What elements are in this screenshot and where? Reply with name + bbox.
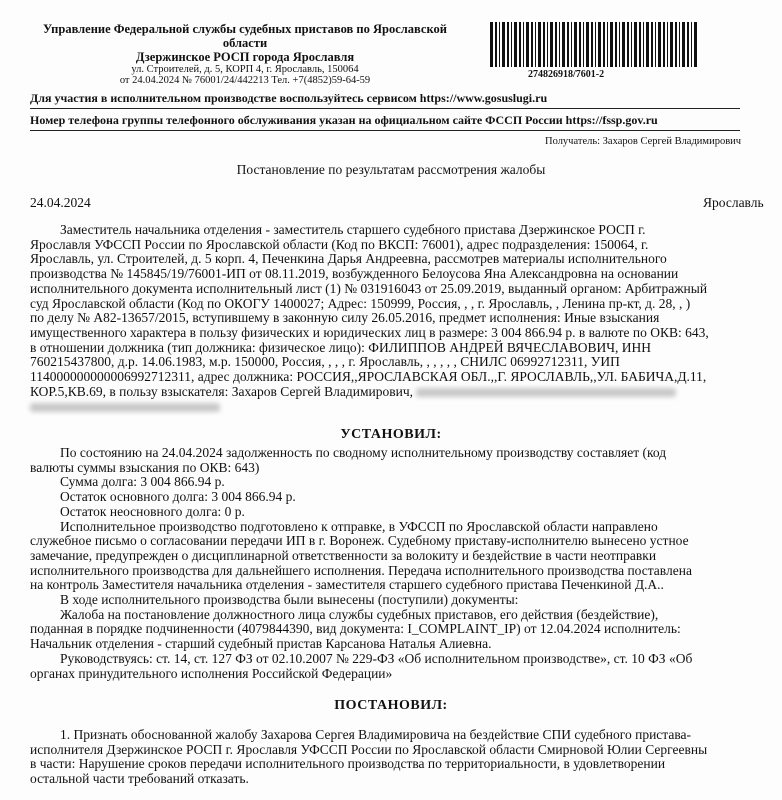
resolution-line: 1. Признать обоснованной жалобу Захарова Сергея Владимировича на бездействие СПИ судебного пристава- — [60, 727, 692, 742]
barcode-bar — [631, 22, 632, 67]
redacted-line — [30, 399, 752, 414]
section-heading-resolved: ПОСТАНОВИЛ: — [334, 698, 448, 713]
issuer-header — [10, 22, 480, 86]
redacted-text — [416, 388, 676, 397]
issuer-name-line2: области — [222, 36, 268, 50]
resolution-line: в части: Нарушение сроков передачи исполнительного производства по территориальности, в удовлетворении — [30, 756, 666, 772]
barcode-bar — [663, 22, 665, 67]
barcode-bar — [603, 22, 605, 67]
debt-state-line: валюты суммы взыскания по ОКВ: 643) — [30, 459, 260, 475]
barcode-bar — [691, 22, 692, 67]
barcode-bar — [550, 22, 553, 67]
proceeding-line: на контроль Заместителя начальника отделения - заместителя старшего судебного пристава Печенкиной Д.А.. — [30, 577, 664, 593]
proceeding-line: исполнительного производства для дальнейшего исполнения. Передача исполнительного производства поставлена — [30, 562, 692, 578]
barcode-bar — [586, 22, 589, 67]
debt-sum: Сумма долга: 3 004 866.94 р. — [60, 474, 225, 490]
creditor-text: КОР.5,КВ.69, в пользу взыскателя: Захаров Сергей Владимирович, — [30, 383, 414, 399]
barcode-number: 274826918/7601-2 — [528, 69, 605, 80]
barcode-bar — [562, 22, 565, 67]
barcode-bar — [627, 22, 629, 67]
complaint-line: поданная в порядке подчиненности (4079844390, вид документа: I_COMPLAINT_IP) от 12.04.2024 исполнитель: — [30, 621, 681, 637]
section-heading-established: УСТАНОВИЛ: — [340, 427, 442, 442]
barcode-bar — [679, 22, 680, 67]
intro-line-last — [30, 385, 752, 400]
barcode-bar — [687, 22, 689, 67]
barcode-bar — [646, 22, 649, 67]
barcode-bar — [543, 22, 545, 67]
barcode — [490, 22, 700, 67]
intro-line: суд Ярославской области (Код по ОКОГУ 1400027; Адрес: 150999, Россия, , , г. Ярославль, , Ленина пр-кт, д. 28, , ) — [30, 295, 691, 311]
barcode-bar — [499, 22, 500, 67]
recipient: Получатель: Захаров Сергей Владимирович — [545, 136, 742, 147]
barcode-bar — [651, 22, 653, 67]
department-address: ул. Строителей, д. 5, КОРП 4, г. Ярославль, 150064 — [131, 64, 359, 75]
barcode-bar — [579, 22, 581, 67]
main-debt-rest: Остаток основного долга: 3 004 866.94 р. — [60, 489, 296, 505]
barcode-bar — [538, 22, 541, 67]
barcode-bar — [619, 22, 620, 67]
barcode-bar — [667, 22, 668, 67]
non-main-debt-rest: Остаток неосновного долга: 0 р. — [60, 503, 245, 519]
barcode-bar — [574, 22, 577, 67]
barcode-bar — [555, 22, 557, 67]
divider — [30, 130, 740, 131]
barcode-bar — [502, 22, 505, 67]
barcode-bar — [682, 22, 685, 67]
phone-notice: Номер телефона группы телефонного обслуживания указан на официальном сайте ФССП России https://fssp.gov.ru — [30, 113, 658, 127]
barcode-bar — [490, 22, 493, 67]
barcode-bar — [567, 22, 569, 67]
barcode-bar — [511, 22, 512, 67]
legal-basis-line: органах принудительного исполнения Российской Федерации» — [30, 665, 393, 681]
document-date: 24.04.2024 — [30, 195, 91, 210]
barcode-bar — [595, 22, 596, 67]
intro-line: Заместитель начальника отделения - заместитель старшего судебного пристава Дзержинское РОСП г. — [60, 222, 646, 237]
divider — [30, 108, 740, 109]
barcode-bar — [535, 22, 536, 67]
intro-paragraph — [30, 223, 752, 414]
intro-line: производства № 145845/19/76001-ИП от 08.11.2019, возбужденного Белоусова Яна Александровна на основании — [30, 266, 679, 282]
proceeding-line: служебное письмо о согласовании передачи ИП в г. Воронеж. Судебному приставу-исполнителю вынесено устное — [30, 533, 689, 549]
resolution-block — [30, 728, 752, 787]
barcode-bar — [523, 22, 524, 67]
intro-line: имущественного характера в пользу физических и юридических лиц в размере: 3 004 866.94 р. в валюте по ОКВ: 643, — [30, 324, 709, 340]
barcode-bar — [694, 22, 697, 67]
document-reference: от 24.04.2024 № 76001/24/442213 Тел. +7(4852)59-64-59 — [119, 75, 371, 86]
intro-line: исполнительного документа исполнительный лист (1) № 031916043 от 25.09.2019, выданный органом: Арбитражный — [30, 280, 708, 296]
barcode-bar — [583, 22, 584, 67]
barcode-bar — [547, 22, 548, 67]
gosuslugi-notice: Для участия в исполнительном производстве воспользуйтесь сервисом https://www.gosuslugi.ru — [30, 91, 548, 105]
barcode-bar — [634, 22, 637, 67]
barcode-bar — [559, 22, 560, 67]
intro-line: 760215437800, д.р. 14.06.1983, м.р. 150000, Россия, , , , г. Ярославль, , , , , , СНИЛС 06992712311, УИП — [30, 354, 620, 370]
debt-state-line: По состоянию на 24.04.2024 задолженность по сводному исполнительному производству составляет (код — [60, 445, 667, 460]
intro-line: Ярославль, ул. Строителей, д. 5 корп. 4, Печенкина Дарья Андреевна, рассмотрев материалы исполнительного — [30, 251, 667, 267]
department-name: Дзержинское РОСП города Ярославля — [135, 50, 355, 64]
barcode-bar — [670, 22, 673, 67]
proceeding-line: Исполнительное производство подготовлено к отправке, в УФССП по Ярославской области направлено — [60, 518, 658, 534]
barcode-bar — [643, 22, 644, 67]
barcode-bar — [622, 22, 625, 67]
established-block — [30, 446, 752, 681]
barcode-bar — [675, 22, 677, 67]
barcode-bar — [495, 22, 497, 67]
complaint-line: Начальник отделения - старший судебный пристав Карсанова Наталья Алиевна. — [30, 636, 492, 652]
barcode-bar — [519, 22, 521, 67]
document-city: Ярославль — [703, 195, 764, 210]
intro-line: 114000000000006992712311, адрес должника: РОССИЯ,,ЯРОСЛАВСКАЯ ОБЛ.,,Г. ЯРОСЛАВЛЬ,,УЛ. БАБИЧА,Д.11, — [30, 369, 707, 385]
barcode-bar — [531, 22, 533, 67]
intro-line: по делу № А82-13657/2015, вступившему в законную силу 26.05.2016, предмет исполнения: Иные взыскания — [30, 310, 660, 326]
barcode-bar — [507, 22, 509, 67]
barcode-bar — [591, 22, 593, 67]
barcode-bar — [514, 22, 517, 67]
intro-line: в отношении должника (тип должника: физическое лицо): ФИЛИППОВ АНДРЕЙ ВЯЧЕСЛАВОВИЧ, ИНН — [30, 339, 652, 355]
issuer-name-line1: Управление Федеральной службы судебных приставов по Ярославской — [43, 22, 447, 36]
redacted-text — [30, 403, 220, 412]
barcode-bar — [571, 22, 572, 67]
barcode-bar — [607, 22, 608, 67]
barcode-bar — [526, 22, 529, 67]
barcode-bar — [615, 22, 617, 67]
proceeding-line: замечание, предупрежден о дисциплинарной ответственности за волокиту и бездействие в части неотправки — [30, 547, 657, 563]
barcode-bar — [655, 22, 656, 67]
barcode-bar — [598, 22, 601, 67]
barcode-bar — [658, 22, 661, 67]
barcode-bar — [639, 22, 641, 67]
legal-basis-line: Руководствуясь: ст. 14, ст. 127 ФЗ от 02.10.2007 № 229-ФЗ «Об исполнительном производстве», ст. 10 ФЗ «Об — [60, 650, 693, 666]
barcode-bar — [610, 22, 613, 67]
document-title: Постановление по результатам рассмотрения жалобы — [236, 162, 546, 177]
resolution-line: исполнителя Дзержинское РОСП г. Ярославля УФССП России по Ярославской области Смирновой Юлии Сергеевны — [30, 741, 708, 757]
intro-line: Ярославля УФССП России по Ярославской области (Код по ВКСП: 76001), адрес подразделения: 150064, г. — [30, 236, 649, 252]
complaint-line: Жалоба на постановление должностного лица службы судебных приставов, его действия (бездействие), — [60, 606, 659, 622]
documents-intro: В ходе исполнительного производства были вынесены (поступили) документы: — [60, 592, 519, 608]
resolution-line: остальной части требований отказать. — [30, 771, 249, 787]
